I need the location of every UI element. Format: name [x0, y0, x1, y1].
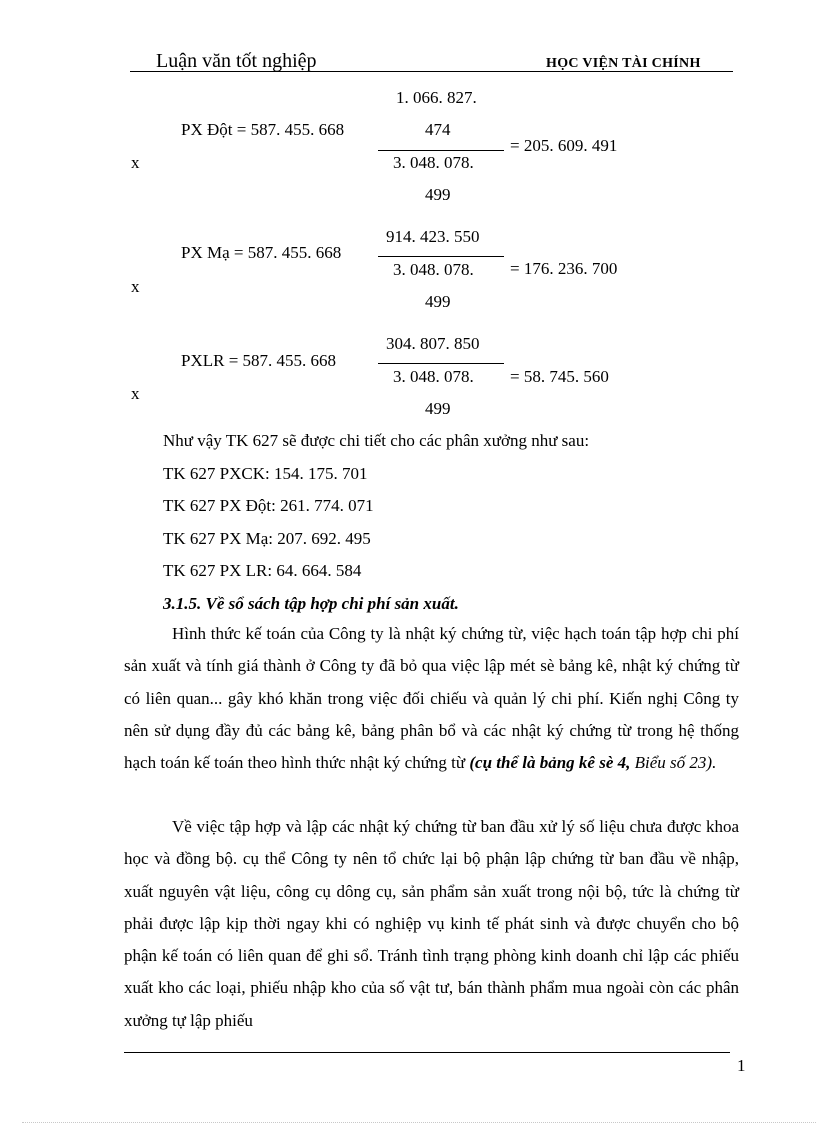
paragraph-1-tail: Biểu số 23).	[630, 753, 717, 773]
paragraph-1-text: Hình thức kế toán của Công ty là nhật ký chứng từ, việc hạch toán tập hợp chi phí sản xuất và tính giá thành ở Công ty đã bỏ qua việc lập mét sè bảng kê, nhật ký chứng từ có liên quan... gây khó khăn trong việc đối chiếu và quản lý chi phí. Kiến nghị Công ty nên sử dụng đầy đủ các bảng kê, bảng phân bổ và các nhật ký chứng từ trong hệ thống hạch toán kế toán theo hình thức nhật ký chứng từ	[124, 624, 739, 773]
formula-2-denominator-line2: 499	[425, 292, 451, 311]
formula-2-numerator: 914. 423. 550	[386, 227, 480, 246]
formula-2-fraction-bar	[378, 256, 504, 257]
summary-line-pxck: TK 627 PXCK: 154. 175. 701	[163, 464, 368, 483]
formula-3-label: PXLR = 587. 455. 668	[181, 351, 337, 370]
header-right-title: HỌC VIỆN TÀI CHÍNH	[546, 56, 701, 71]
formula-1-fraction-bar	[378, 150, 504, 151]
formula-3-denominator-line2: 499	[425, 399, 451, 418]
header-left-title: Luận văn tốt nghiệp	[156, 50, 317, 72]
formula-3-result: = 58. 745. 560	[510, 367, 609, 386]
formula-1-denominator-line2: 499	[425, 185, 451, 204]
paragraph-1	[124, 618, 739, 779]
formula-2-result: = 176. 236. 700	[510, 259, 618, 278]
summary-intro: Như vậy TK 627 sẽ được chi tiết cho các phân xưởng như sau:	[163, 431, 590, 450]
formula-3-denominator-line1: 3. 048. 078.	[393, 367, 474, 386]
formula-1-label: PX Đột = 587. 455. 668	[181, 120, 345, 139]
summary-line-px-lr: TK 627 PX LR: 64. 664. 584	[163, 561, 362, 580]
formula-1-numerator-line2: 474	[425, 120, 451, 139]
formula-1-denominator-line1: 3. 048. 078.	[393, 153, 474, 172]
summary-line-px-ma: TK 627 PX Mạ: 207. 692. 495	[163, 529, 371, 548]
formula-3-fraction-bar	[378, 363, 504, 364]
formula-3-multiply-sign: x	[131, 384, 140, 403]
formula-2-denominator-line1: 3. 048. 078.	[393, 260, 474, 279]
formula-2-multiply-sign: x	[131, 277, 140, 296]
summary-line-px-dot: TK 627 PX Đột: 261. 774. 071	[163, 496, 374, 515]
formula-2-label: PX Mạ = 587. 455. 668	[181, 243, 342, 262]
header-rule	[130, 71, 733, 72]
formula-1-numerator-line1: 1. 066. 827.	[396, 88, 477, 107]
paragraph-1-emphasis: (cụ thể là bảng kê sè 4,	[469, 753, 631, 773]
section-heading: 3.1.5. Về sổ sách tập hợp chi phí sản xuất.	[163, 594, 459, 613]
paragraph-2: Về việc tập hợp và lập các nhật ký chứng từ ban đầu xử lý số liệu chưa được khoa học và đồng bộ. cụ thể Công ty nên tổ chức lại bộ phận lập chứng từ ban đầu về nhập, xuất nguyên vật liệu, công cụ dông cụ, sản phẩm sản xuất trong nội bộ, tức là chứng từ phải được lập kịp thời ngay khi có nghiệp vụ kinh tế phát sinh và được chuyển cho bộ phận kế toán có liên quan để ghi sổ. Tránh tình trạng phòng kinh doanh chỉ lập các phiếu xuất kho các loại, phiếu nhập kho của số vật tư, bán thành phẩm mua ngoài còn các phân xưởng tự lập phiếu	[124, 817, 739, 1030]
formula-1-result: = 205. 609. 491	[510, 136, 618, 155]
footer-rule	[124, 1052, 730, 1053]
formula-3-numerator: 304. 807. 850	[386, 334, 480, 353]
formula-1-multiply-sign: x	[131, 153, 140, 172]
page-number: 1	[737, 1056, 746, 1075]
